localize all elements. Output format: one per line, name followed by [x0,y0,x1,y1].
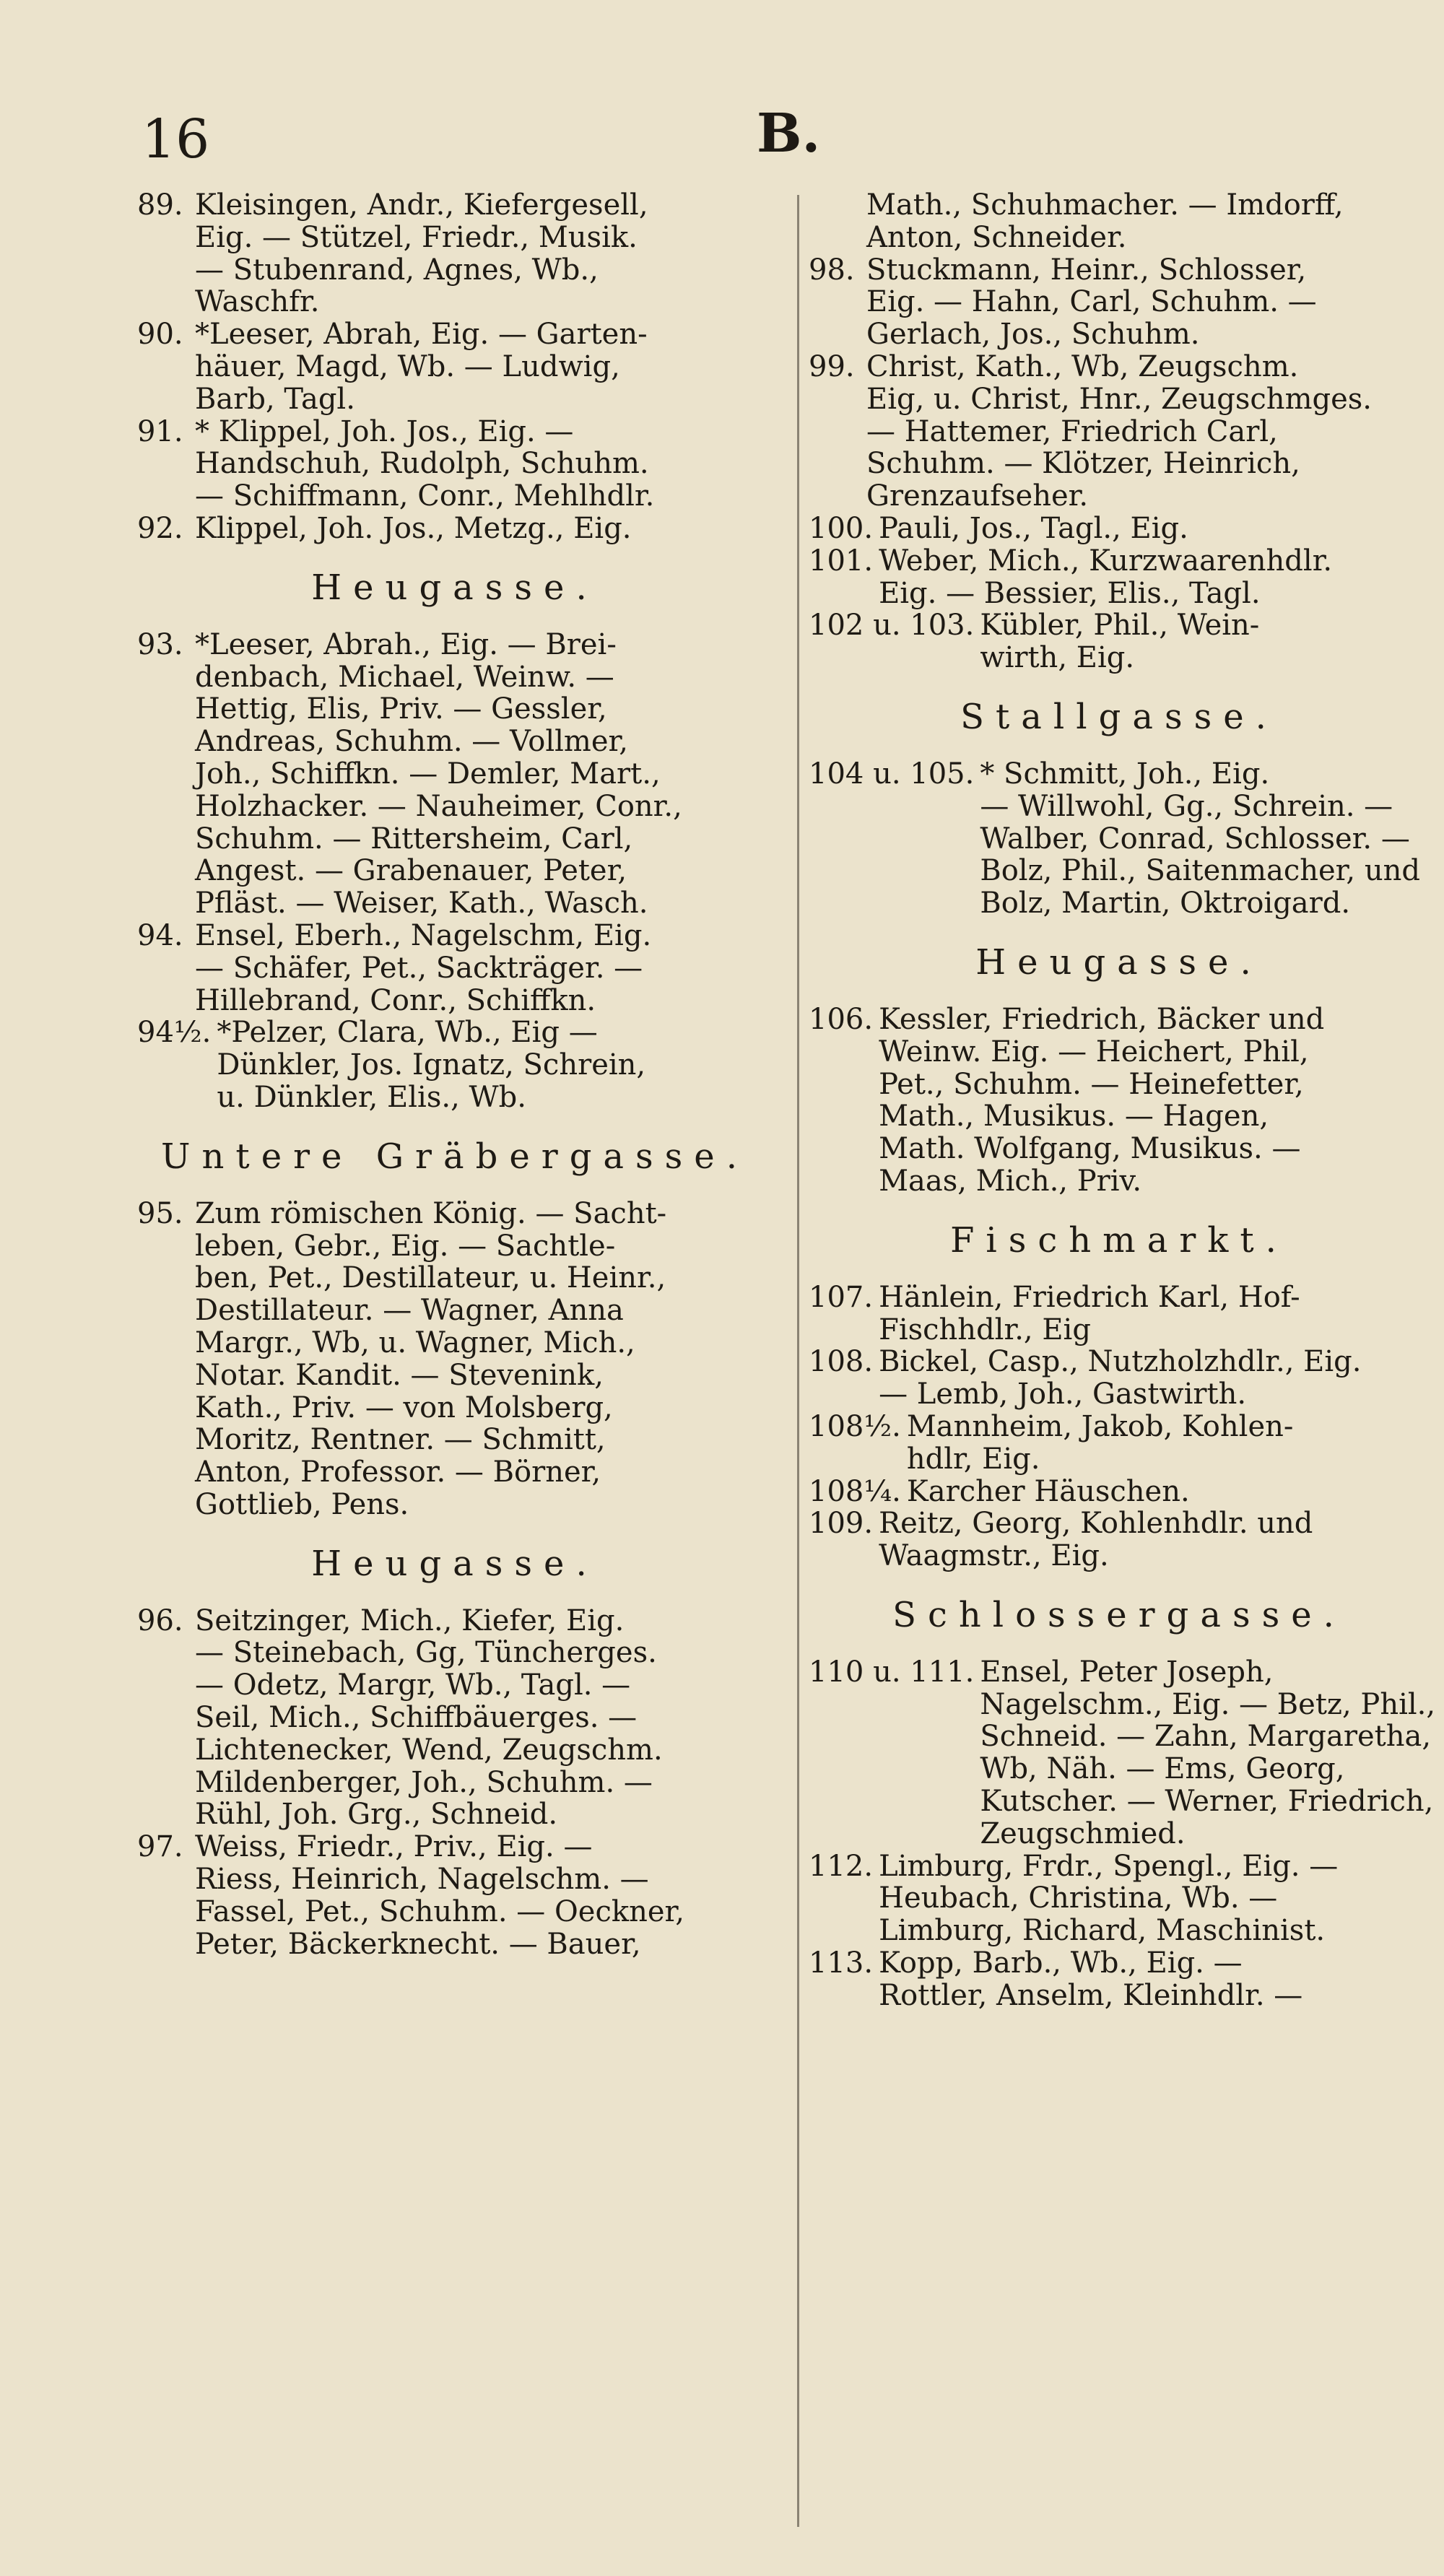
entry-line: Bolz, Martin, Oktroigard. [980,887,1351,921]
entry-line: *Pelzer, Clara, Wb., Eig — [217,1016,598,1050]
entry-line: — Willwohl, Gg., Schrein. — [980,789,1393,823]
entry-text [879,1004,1430,1198]
entry-line: Peter, Bäckerknecht. — Bauer, [195,1927,641,1961]
entry-line: Weber, Mich., Kurzwaarenhdlr. [879,544,1333,578]
house-number: 104 u. 105. [809,757,975,791]
entry-text [866,254,1430,351]
entry-line: Walber, Conrad, Schlosser. — [980,822,1410,856]
entry-line: wirth, Eig. [980,641,1135,675]
entry-line: Riess, Heinrich, Nagelschm. — [195,1863,649,1897]
house-number: 93. [137,627,183,661]
house-number: 95. [137,1196,183,1230]
house-number: 97. [137,1830,183,1864]
entry-text [879,1282,1430,1346]
entry-line: Kübler, Phil., Wein- [980,609,1260,643]
entry-line: Math., Schuhmacher. — Imdorff, [866,188,1344,222]
entry-line: Destillateur. — Wagner, Anna [195,1294,624,1328]
entry-line: Rottler, Anselm, Kleinhdlr. — [879,1978,1303,2012]
house-number: 94. [137,918,183,952]
house-entry [809,609,1430,674]
house-number: 109. [809,1507,874,1541]
house-entry [809,545,1430,610]
entry-line: Math., Musikus. — Hagen, [879,1100,1269,1133]
house-entry [137,920,773,1017]
entry-line: Eig. — Bessier, Elis., Tagl. [879,576,1261,610]
entry-line: Holzhacker. — Nauheimer, Conr., [195,789,682,823]
entry-line: Klippel, Joh. Jos., Metzg., Eig. [195,511,632,545]
entry-line: häuer, Magd, Wb. — Ludwig, [195,349,620,383]
house-entry [809,1282,1430,1346]
sheet-letter: B. [757,103,821,165]
entry-line: Wb, Näh. — Ems, Georg, [980,1752,1345,1786]
house-number: 94½. [137,1016,212,1050]
entry-line: Maas, Mich., Priv. [879,1164,1142,1198]
entry-line: Schuhm. — Rittersheim, Carl, [195,822,633,856]
entry-text [879,1346,1430,1411]
street-heading: Schlossergasse. [892,1594,1346,1635]
entry-text [195,416,773,513]
entry-line: Handschuh, Rudolph, Schuhm. [195,447,649,481]
house-entry [809,351,1430,513]
street-heading: Fischmarkt. [950,1219,1288,1261]
entry-line: — Steinebach, Gg, Tüncherges. [195,1636,657,1670]
house-number: 89. [137,188,183,222]
house-number: 108¼. [809,1474,901,1508]
entry-line: Anton, Professor. — Börner, [195,1455,601,1489]
house-entry [809,513,1430,545]
house-entry [809,189,1430,254]
entry-text [980,1656,1435,1850]
entry-line: — Hattemer, Friedrich Carl, [866,414,1278,448]
entry-text [879,513,1430,545]
entry-line: Barb, Tagl. [195,382,355,416]
entry-line: Karcher Häuschen. [906,1474,1190,1508]
entry-line: Reitz, Georg, Kohlenhdlr. und [879,1507,1313,1541]
entry-text [195,1198,773,1521]
entry-line: Weiss, Friedr., Priv., Eig. — [195,1830,593,1864]
house-number: 106. [809,1002,874,1036]
entry-line: Gottlieb, Pens. [195,1487,409,1521]
house-entry [137,1017,773,1113]
house-entry [137,416,773,513]
house-number: 98. [809,253,855,287]
entry-line: Seil, Mich., Schiffbäuerges. — [195,1701,638,1735]
entry-line: Eig, u. Christ, Hnr., Zeugschmges. [866,382,1373,416]
entry-line: Kessler, Friedrich, Bäcker und [879,1002,1325,1036]
entry-line: Mannheim, Jakob, Kohlen- [906,1409,1294,1443]
house-entry [809,1476,1430,1508]
house-number: 102 u. 103. [809,609,975,643]
column-divider [797,195,799,2527]
house-number: 101. [809,544,874,578]
entry-line: Dünkler, Jos. Ignatz, Schrein, [217,1048,646,1082]
street-heading: Stallgasse. [960,696,1278,737]
house-entry [137,1198,773,1521]
entry-line: Moritz, Rentner. — Schmitt, [195,1423,606,1457]
entry-text [195,1605,773,1832]
entry-line: Waschfr. [195,285,320,319]
house-entry [809,1655,1436,1850]
house-number: 107. [809,1280,874,1314]
entry-line: Hettig, Elis, Priv. — Gessler, [195,692,607,726]
entry-text [907,1411,1430,1476]
entry-text [195,189,773,318]
house-entry [809,254,1430,351]
entry-line: ben, Pet., Destillateur, u. Heinr., [195,1261,666,1295]
entry-line: Waagmstr., Eig. [879,1539,1109,1573]
entry-line: Kath., Priv. — von Molsberg, [195,1391,613,1424]
entry-line: — Stubenrand, Agnes, Wb., [195,253,599,287]
entry-line: Angest. — Grabenauer, Peter, [195,854,627,888]
entry-text [195,920,773,1017]
house-number: 96. [137,1604,183,1637]
house-number: 112. [809,1849,874,1883]
entry-text [879,1850,1430,1947]
entry-text [980,609,1430,674]
entry-text [879,545,1430,610]
entry-line: Rühl, Joh. Grg., Schneid. [195,1798,558,1832]
entry-line: Schuhm. — Klötzer, Heinrich, [866,447,1300,481]
entry-text [907,1476,1430,1508]
left-column [137,189,773,1960]
entry-line: Math. Wolfgang, Musikus. — [879,1132,1301,1166]
house-number: 91. [137,414,183,448]
entry-line: Pet., Schuhm. — Heinefetter, [879,1067,1304,1101]
entry-line: Limburg, Frdr., Spengl., Eig. — [879,1849,1339,1883]
house-entry [137,1605,773,1832]
entry-line: Kleisingen, Andr., Kiefergesell, [195,188,648,222]
house-entry [809,758,1430,920]
entry-line: Grenzaufseher. [866,479,1089,513]
entry-line: Notar. Kandit. — Stevenink, [195,1358,604,1392]
entry-text [217,1017,773,1113]
entry-line: *Leeser, Abrah., Eig. — Brei- [195,627,617,661]
entry-line: leben, Gebr., Eig. — Sachtle- [195,1229,616,1263]
entry-line: * Schmitt, Joh., Eig. [980,757,1270,791]
entry-line: Seitzinger, Mich., Kiefer, Eig. [195,1604,625,1637]
entry-line: Ensel, Eberh., Nagelschm, Eig. [195,918,652,952]
page-number: 16 [142,108,210,170]
house-entry [137,318,773,415]
entry-line: hdlr, Eig. [906,1442,1040,1476]
entry-text [879,1947,1430,2012]
house-entry [809,1346,1430,1411]
entry-line: — Schiffmann, Conr., Mehlhdlr. [195,479,655,513]
entry-line: Margr., Wb, u. Wagner, Mich., [195,1326,635,1359]
street-heading: Heugasse. [311,1543,599,1584]
entry-line: Anton, Schneider. [866,220,1127,254]
house-entry [137,1831,773,1960]
house-number: 99. [809,349,855,383]
entry-line: * Klippel, Joh. Jos., Eig. — [195,414,574,448]
house-entry [809,1850,1430,1947]
entry-line: Weinw. Eig. — Heichert, Phil, [879,1035,1309,1069]
house-number: 113. [809,1946,874,1980]
entry-line: Gerlach, Jos., Schuhm. [866,318,1200,352]
entry-line: Fassel, Pet., Schuhm. — Oeckner, [195,1894,684,1928]
entry-text [195,1831,773,1960]
entry-line: u. Dünkler, Elis., Wb. [217,1080,526,1114]
entry-line: Zum römischen König. — Sacht- [195,1196,667,1230]
right-column [809,188,1436,2012]
entry-line: Christ, Kath., Wb, Zeugschm. [866,349,1299,383]
house-number: 108. [809,1345,874,1379]
house-number: 90. [137,318,183,352]
entry-line: Kutscher. — Werner, Friedrich, [980,1785,1434,1819]
entry-line: Zeugschmied. [980,1816,1186,1850]
entry-line: Ensel, Peter Joseph, [980,1655,1274,1689]
house-entry [809,1004,1430,1198]
entry-text [866,351,1430,513]
entry-line: Schneid. — Zahn, Margaretha, [980,1720,1432,1754]
entry-line: — Odetz, Margr, Wb., Tagl. — [195,1668,631,1702]
entry-line: Kopp, Barb., Wb., Eig. — [879,1946,1243,1980]
entry-text [195,318,773,415]
house-entry [809,1947,1430,2012]
entry-text [879,1507,1430,1572]
entry-line: Stuckmann, Heinr., Schlosser, [866,253,1307,287]
entry-line: Bolz, Phil., Saitenmacher, und [980,854,1420,888]
entry-text [980,758,1430,920]
street-heading: Heugasse. [975,941,1263,983]
entry-line: Bickel, Casp., Nutzholzhdlr., Eig. [879,1345,1362,1379]
house-entry [137,189,773,318]
entry-line: Heubach, Christina, Wb. — [879,1881,1278,1915]
house-entry [137,629,773,920]
house-entry [809,1507,1430,1572]
entry-line: *Leeser, Abrah, Eig. — Garten- [195,318,648,352]
entry-line: Eig. — Hahn, Carl, Schuhm. — [866,285,1317,319]
entry-line: Mildenberger, Joh., Schuhm. — [195,1765,653,1799]
entry-line: — Schäfer, Pet., Sackträger. — [195,951,643,985]
entry-line: Hänlein, Friedrich Karl, Hof- [879,1280,1300,1314]
entry-text [866,189,1430,254]
street-heading: Untere Gräbergasse. [161,1136,749,1177]
street-heading: Heugasse. [311,567,599,608]
house-number: 108½. [809,1409,901,1443]
entry-line: Nagelschm., Eig. — Betz, Phil., [980,1687,1436,1721]
entry-line: Fischhdlr., Eig [879,1313,1091,1346]
entry-line: Andreas, Schuhm. — Vollmer, [195,725,628,759]
entry-text [195,513,773,545]
entry-line: Limburg, Richard, Maschinist. [879,1914,1326,1948]
entry-line: Pfläst. — Weiser, Kath., Wasch. [195,887,648,921]
house-entry [809,1411,1430,1476]
entry-line: Lichtenecker, Wend, Zeugschm. [195,1733,663,1767]
entry-line: denbach, Michael, Weinw. — [195,660,614,694]
house-number: 100. [809,511,874,545]
house-number: 92. [137,511,183,545]
entry-line: — Lemb, Joh., Gastwirth. [879,1378,1247,1411]
entry-line: Hillebrand, Conr., Schiffkn. [195,983,596,1017]
entry-line: Eig. — Stützel, Friedr., Musik. [195,220,638,254]
house-entry [137,513,773,545]
entry-text [195,629,773,920]
house-number: 110 u. 111. [809,1655,975,1689]
entry-line: Pauli, Jos., Tagl., Eig. [879,511,1188,545]
entry-line: Joh., Schiffkn. — Demler, Mart., [195,757,661,791]
house-number [809,189,866,254]
